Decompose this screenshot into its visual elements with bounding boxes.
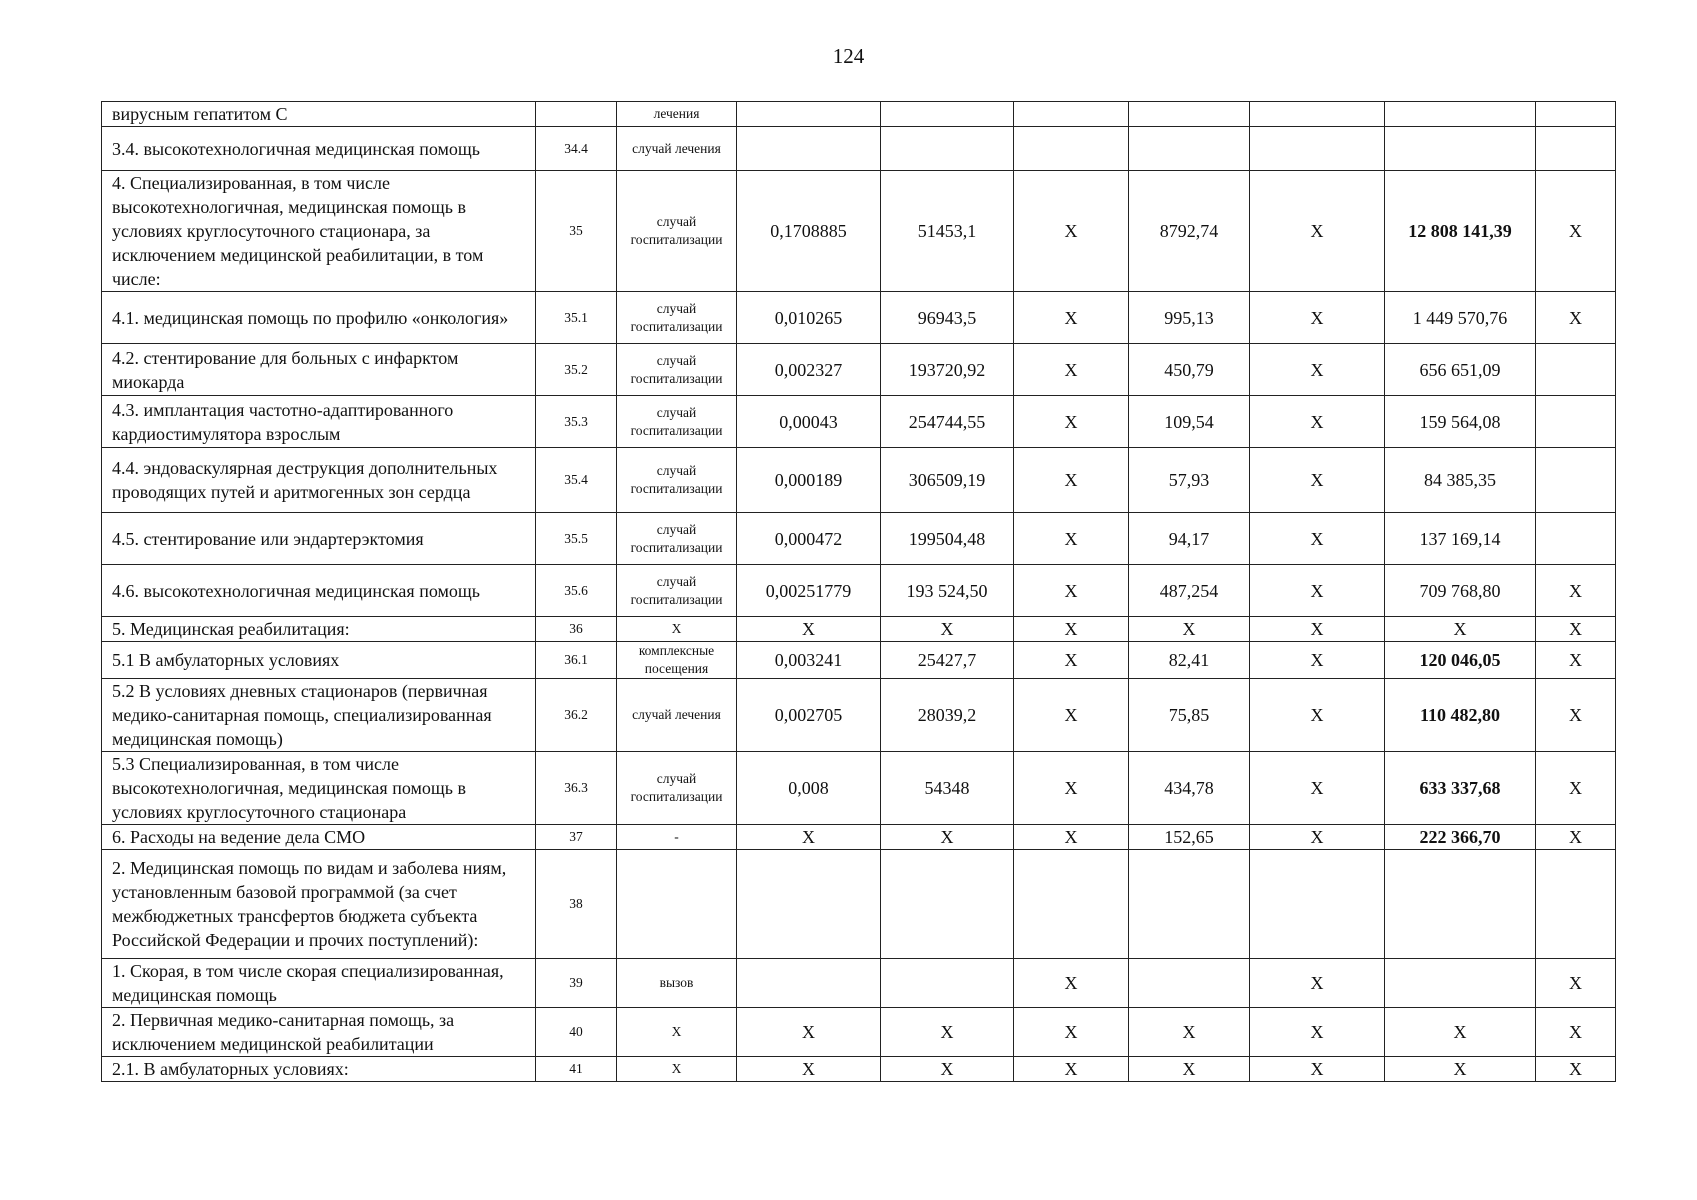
table-row [102, 448, 1616, 513]
table-row [102, 513, 1616, 565]
value-cell-c3: Х [1014, 617, 1129, 642]
value-cell-c3: Х [1014, 513, 1129, 565]
row-name-cell: 2. Медицинская помощь по видам и заболева ниям, установленным базовой программой (за счет межбюджетных трансфертов бюджета субъекта Российской Федерации и прочих поступлений): [102, 850, 536, 959]
row-name-cell: 4.3. имплантация частотно-адаптированного кардиостимулятора взрослым [102, 396, 536, 448]
value-cell-c4: 82,41 [1129, 642, 1250, 679]
value-cell-c1 [737, 850, 881, 959]
value-cell-c4: 450,79 [1129, 344, 1250, 396]
value-cell-c1 [737, 127, 881, 171]
value-cell-c5: Х [1250, 679, 1385, 752]
table-row [102, 752, 1616, 825]
value-cell-c4: 434,78 [1129, 752, 1250, 825]
table-row [102, 171, 1616, 292]
row-code-cell: 40 [536, 1008, 617, 1057]
value-cell-c2: Х [881, 1057, 1014, 1082]
row-code-cell: 41 [536, 1057, 617, 1082]
value-cell-c2: Х [881, 825, 1014, 850]
row-name-cell: 4.5. стентирование или эндартерэктомия [102, 513, 536, 565]
value-cell-c2: 193720,92 [881, 344, 1014, 396]
value-cell-c5 [1250, 127, 1385, 171]
value-cell-c2 [881, 127, 1014, 171]
value-cell-c7 [1536, 102, 1616, 127]
row-unit-cell: случай госпитализации [617, 171, 737, 292]
table-row [102, 396, 1616, 448]
value-cell-c3: Х [1014, 292, 1129, 344]
table-row [102, 679, 1616, 752]
value-cell-c5: Х [1250, 513, 1385, 565]
value-cell-c6: 84 385,35 [1385, 448, 1536, 513]
value-cell-c5: Х [1250, 752, 1385, 825]
table-row [102, 127, 1616, 171]
value-cell-c6 [1385, 102, 1536, 127]
value-cell-c2: Х [881, 617, 1014, 642]
value-cell-c5: Х [1250, 1057, 1385, 1082]
value-cell-c7 [1536, 127, 1616, 171]
row-code-cell: 36.1 [536, 642, 617, 679]
table-row [102, 565, 1616, 617]
row-name-cell: 5.3 Специализированная, в том числе высокотехнологичная, медицинская помощь в условиях круглосуточного стационара [102, 752, 536, 825]
table-row [102, 959, 1616, 1008]
table-body [102, 102, 1616, 1082]
row-name-cell: 5.1 В амбулаторных условиях [102, 642, 536, 679]
value-cell-c2: 51453,1 [881, 171, 1014, 292]
value-cell-c7: Х [1536, 642, 1616, 679]
value-cell-c1: Х [737, 617, 881, 642]
row-unit-cell: - [617, 825, 737, 850]
table-row [102, 642, 1616, 679]
value-cell-c1: 0,008 [737, 752, 881, 825]
value-cell-c5: Х [1250, 1008, 1385, 1057]
value-cell-c4: Х [1129, 617, 1250, 642]
row-name-cell: 4.1. медицинская помощь по профилю «онкология» [102, 292, 536, 344]
value-cell-c6: 656 651,09 [1385, 344, 1536, 396]
value-cell-c5: Х [1250, 171, 1385, 292]
value-cell-c7 [1536, 850, 1616, 959]
row-unit-cell [617, 850, 737, 959]
table-row [102, 102, 1616, 127]
value-cell-c2 [881, 850, 1014, 959]
row-code-cell: 36 [536, 617, 617, 642]
value-cell-c6 [1385, 850, 1536, 959]
row-code-cell: 35.6 [536, 565, 617, 617]
row-code-cell: 36.2 [536, 679, 617, 752]
value-cell-c5: Х [1250, 825, 1385, 850]
row-name-cell: 4.6. высокотехнологичная медицинская помощь [102, 565, 536, 617]
value-cell-c1: 0,00251779 [737, 565, 881, 617]
table-row [102, 1057, 1616, 1082]
value-cell-c7 [1536, 448, 1616, 513]
value-cell-c6: 709 768,80 [1385, 565, 1536, 617]
value-cell-c2: 96943,5 [881, 292, 1014, 344]
value-cell-c4: 109,54 [1129, 396, 1250, 448]
value-cell-c6: Х [1385, 1008, 1536, 1057]
row-unit-cell: лечения [617, 102, 737, 127]
value-cell-c5: Х [1250, 642, 1385, 679]
page-number: 124 [832, 44, 865, 68]
value-cell-c1: 0,00043 [737, 396, 881, 448]
value-cell-c7 [1536, 513, 1616, 565]
value-cell-c6: 222 366,70 [1385, 825, 1536, 850]
value-cell-c6: Х [1385, 617, 1536, 642]
row-unit-cell: Х [617, 617, 737, 642]
row-code-cell: 34.4 [536, 127, 617, 171]
value-cell-c1: 0,000189 [737, 448, 881, 513]
row-code-cell: 36.3 [536, 752, 617, 825]
row-unit-cell: случай лечения [617, 679, 737, 752]
value-cell-c3: Х [1014, 565, 1129, 617]
value-cell-c6 [1385, 127, 1536, 171]
row-name-cell: 1. Скорая, в том числе скорая специализированная, медицинская помощь [102, 959, 536, 1008]
row-unit-cell: случай госпитализации [617, 513, 737, 565]
value-cell-c2: 28039,2 [881, 679, 1014, 752]
row-code-cell [536, 102, 617, 127]
value-cell-c4: 75,85 [1129, 679, 1250, 752]
value-cell-c4 [1129, 959, 1250, 1008]
row-unit-cell: вызов [617, 959, 737, 1008]
value-cell-c5: Х [1250, 565, 1385, 617]
row-name-cell: 2.1. В амбулаторных условиях: [102, 1057, 536, 1082]
value-cell-c7: Х [1536, 752, 1616, 825]
table-row [102, 850, 1616, 959]
value-cell-c2 [881, 102, 1014, 127]
value-cell-c6: 633 337,68 [1385, 752, 1536, 825]
row-code-cell: 35.3 [536, 396, 617, 448]
row-code-cell: 35.2 [536, 344, 617, 396]
row-name-cell: 4.4. эндоваскулярная деструкция дополнительных проводящих путей и аритмогенных зон сердца [102, 448, 536, 513]
value-cell-c7: Х [1536, 825, 1616, 850]
value-cell-c5: Х [1250, 617, 1385, 642]
value-cell-c4: 995,13 [1129, 292, 1250, 344]
value-cell-c3: Х [1014, 344, 1129, 396]
row-name-cell: 3.4. высокотехнологичная медицинская помощь [102, 127, 536, 171]
value-cell-c4: 57,93 [1129, 448, 1250, 513]
value-cell-c1: Х [737, 825, 881, 850]
value-cell-c3: Х [1014, 1008, 1129, 1057]
value-cell-c3: Х [1014, 959, 1129, 1008]
value-cell-c1: Х [737, 1008, 881, 1057]
value-cell-c1: 0,003241 [737, 642, 881, 679]
row-code-cell: 35 [536, 171, 617, 292]
value-cell-c6 [1385, 959, 1536, 1008]
value-cell-c4 [1129, 850, 1250, 959]
value-cell-c1 [737, 959, 881, 1008]
value-cell-c2: 306509,19 [881, 448, 1014, 513]
row-code-cell: 35.5 [536, 513, 617, 565]
value-cell-c3 [1014, 102, 1129, 127]
value-cell-c3: Х [1014, 171, 1129, 292]
value-cell-c1 [737, 102, 881, 127]
value-cell-c6: 137 169,14 [1385, 513, 1536, 565]
value-cell-c3: Х [1014, 1057, 1129, 1082]
value-cell-c3: Х [1014, 825, 1129, 850]
value-cell-c2: 193 524,50 [881, 565, 1014, 617]
row-name-cell: 4.2. стентирование для больных с инфарктом миокарда [102, 344, 536, 396]
value-cell-c5: Х [1250, 448, 1385, 513]
value-cell-c2 [881, 959, 1014, 1008]
value-cell-c5: Х [1250, 344, 1385, 396]
row-name-cell: 5.2 В условиях дневных стационаров (первичная медико-санитарная помощь, специализированная медицинская помощь) [102, 679, 536, 752]
row-code-cell: 35.1 [536, 292, 617, 344]
value-cell-c1: 0,002327 [737, 344, 881, 396]
row-unit-cell: Х [617, 1057, 737, 1082]
value-cell-c7: Х [1536, 171, 1616, 292]
row-unit-cell: случай госпитализации [617, 752, 737, 825]
row-code-cell: 38 [536, 850, 617, 959]
value-cell-c7: Х [1536, 959, 1616, 1008]
value-cell-c1: 0,1708885 [737, 171, 881, 292]
value-cell-c1: Х [737, 1057, 881, 1082]
value-cell-c3: Х [1014, 448, 1129, 513]
value-cell-c2: 254744,55 [881, 396, 1014, 448]
row-name-cell: 2. Первичная медико-санитарная помощь, за исключением медицинской реабилитации [102, 1008, 536, 1057]
value-cell-c7 [1536, 396, 1616, 448]
tariff-table [101, 101, 1616, 1082]
value-cell-c4: Х [1129, 1008, 1250, 1057]
value-cell-c3: Х [1014, 752, 1129, 825]
value-cell-c3 [1014, 850, 1129, 959]
row-code-cell: 35.4 [536, 448, 617, 513]
value-cell-c5 [1250, 850, 1385, 959]
value-cell-c7: Х [1536, 679, 1616, 752]
value-cell-c4: Х [1129, 1057, 1250, 1082]
row-name-cell: вирусным гепатитом С [102, 102, 536, 127]
value-cell-c3: Х [1014, 679, 1129, 752]
row-unit-cell: случай госпитализации [617, 292, 737, 344]
value-cell-c6: 159 564,08 [1385, 396, 1536, 448]
row-name-cell: 5. Медицинская реабилитация: [102, 617, 536, 642]
value-cell-c4: 487,254 [1129, 565, 1250, 617]
table-row [102, 1008, 1616, 1057]
value-cell-c5 [1250, 102, 1385, 127]
value-cell-c2: 199504,48 [881, 513, 1014, 565]
value-cell-c7: Х [1536, 292, 1616, 344]
value-cell-c4: 152,65 [1129, 825, 1250, 850]
value-cell-c6: 110 482,80 [1385, 679, 1536, 752]
row-unit-cell: случай госпитализации [617, 344, 737, 396]
row-unit-cell: случай лечения [617, 127, 737, 171]
value-cell-c1: 0,002705 [737, 679, 881, 752]
row-code-cell: 37 [536, 825, 617, 850]
table-row [102, 292, 1616, 344]
value-cell-c7: Х [1536, 565, 1616, 617]
value-cell-c3: Х [1014, 396, 1129, 448]
value-cell-c5: Х [1250, 396, 1385, 448]
table-row [102, 617, 1616, 642]
row-unit-cell: случай госпитализации [617, 396, 737, 448]
value-cell-c7: Х [1536, 617, 1616, 642]
value-cell-c6: 1 449 570,76 [1385, 292, 1536, 344]
value-cell-c2: 54348 [881, 752, 1014, 825]
row-unit-cell: случай госпитализации [617, 565, 737, 617]
value-cell-c6: 12 808 141,39 [1385, 171, 1536, 292]
value-cell-c4 [1129, 127, 1250, 171]
row-unit-cell: комплексные посещения [617, 642, 737, 679]
table-row [102, 825, 1616, 850]
row-unit-cell: Х [617, 1008, 737, 1057]
value-cell-c5: Х [1250, 292, 1385, 344]
value-cell-c4: 8792,74 [1129, 171, 1250, 292]
value-cell-c1: 0,010265 [737, 292, 881, 344]
value-cell-c7: Х [1536, 1057, 1616, 1082]
row-name-cell: 6. Расходы на ведение дела СМО [102, 825, 536, 850]
row-unit-cell: случай госпитализации [617, 448, 737, 513]
value-cell-c7 [1536, 344, 1616, 396]
row-code-cell: 39 [536, 959, 617, 1008]
value-cell-c5: Х [1250, 959, 1385, 1008]
value-cell-c4: 94,17 [1129, 513, 1250, 565]
value-cell-c4 [1129, 102, 1250, 127]
row-name-cell: 4. Специализированная, в том числе высокотехнологичная, медицинская помощь в условиях круглосуточного стационара, за исключением медицинской реабилитации, в том числе: [102, 171, 536, 292]
value-cell-c3: Х [1014, 642, 1129, 679]
value-cell-c2: 25427,7 [881, 642, 1014, 679]
value-cell-c1: 0,000472 [737, 513, 881, 565]
value-cell-c2: Х [881, 1008, 1014, 1057]
value-cell-c7: Х [1536, 1008, 1616, 1057]
value-cell-c6: 120 046,05 [1385, 642, 1536, 679]
value-cell-c6: Х [1385, 1057, 1536, 1082]
value-cell-c3 [1014, 127, 1129, 171]
table-row [102, 344, 1616, 396]
